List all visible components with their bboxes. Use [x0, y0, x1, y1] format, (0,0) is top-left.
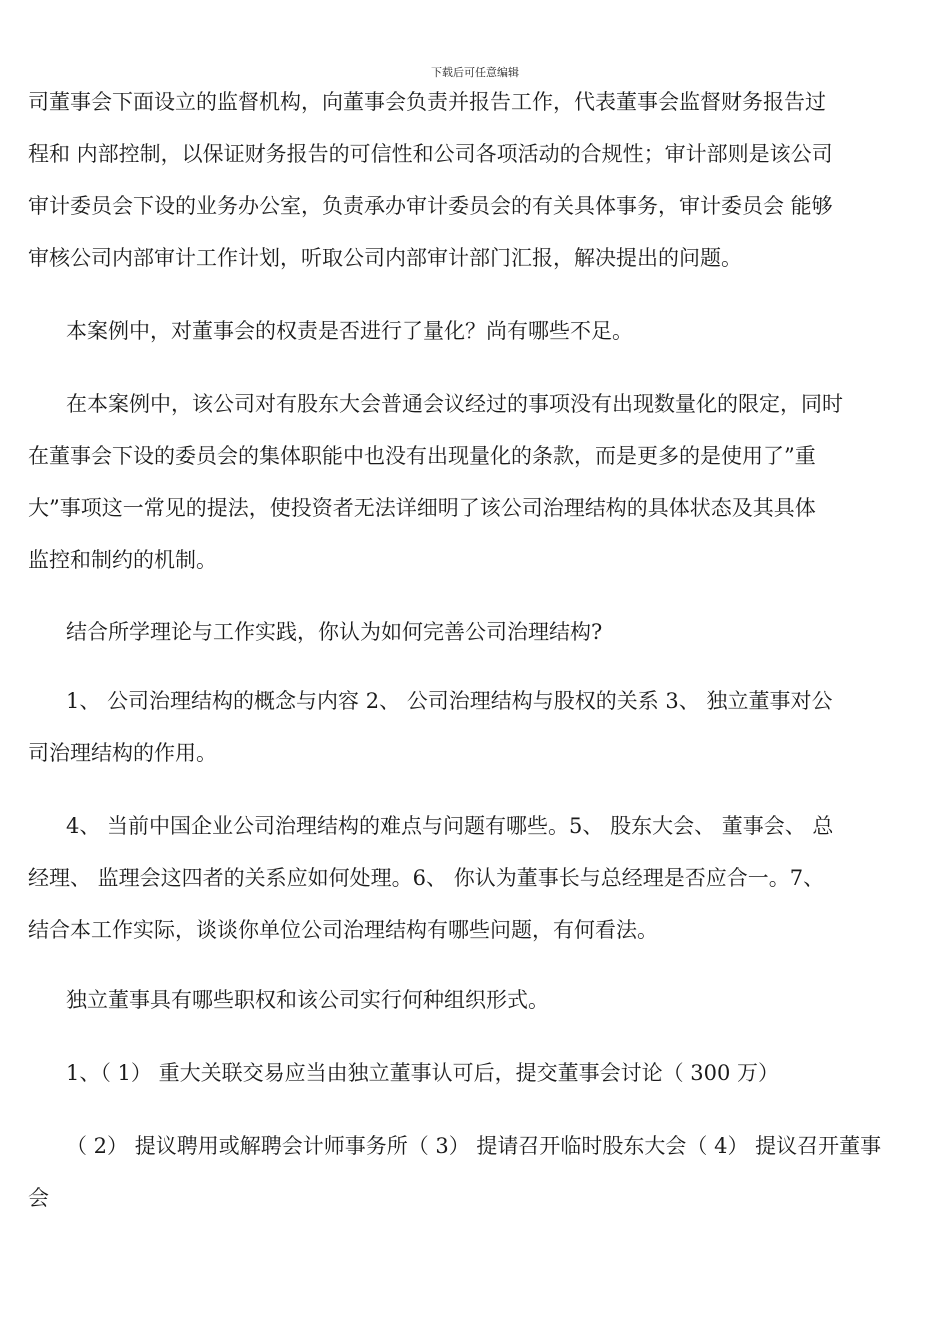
- text-line: 司治理结构的作用。: [28, 741, 217, 765]
- paragraph-question-improvement: [28, 606, 920, 658]
- paragraph-powers-items-2-4: [28, 1120, 920, 1224]
- text-line: （ 2） 提议聘用或解聘会计师事务所（ 3） 提请召开临时股东大会（ 4） 提议召开董事: [66, 1134, 882, 1158]
- text-line: 司董事会下面设立的监督机构，向董事会负责并报告工作，代表董事会监督财务报告过: [28, 90, 826, 114]
- paragraph-powers-item-1: [28, 1047, 920, 1099]
- text-line: 1、 公司治理结构的概念与内容 2、 公司治理结构与股权的关系 3、 独立董事对公: [66, 689, 833, 713]
- text-line: 结合本工作实际，谈谈你单位公司治理结构有哪些问题，有何看法。: [28, 918, 658, 942]
- text-line: 4、 当前中国企业公司治理结构的难点与问题有哪些。5、 股东大会、 董事会、 总: [66, 814, 834, 838]
- text-line: 审核公司内部审计工作计划，听取公司内部审计部门汇报，解决提出的问题。: [28, 246, 742, 270]
- text-line: 大”事项这一常见的提法，使投资者无法详细明了该公司治理结构的具体状态及其具体: [28, 496, 816, 520]
- paragraph-answer-quantification: [28, 378, 920, 586]
- paragraph-question-quantification: [28, 305, 920, 357]
- paragraph-topic-list-1: [28, 675, 920, 779]
- text-line: 经理、 监理会这四者的关系应如何处理。6、 你认为董事长与总经理是否应合一。7、: [28, 866, 825, 890]
- text-line: 监控和制约的机制。: [28, 548, 217, 572]
- text-line: 审计委员会下设的业务办公室，负责承办审计委员会的有关具体事务，审计委员会 能够: [28, 194, 833, 218]
- text-line: 本案例中，对董事会的权责是否进行了量化？尚有哪些不足。: [66, 319, 633, 343]
- text-line: 独立董事具有哪些职权和该公司实行何种组织形式。: [66, 988, 549, 1012]
- paragraph-question-independent-directors: [28, 974, 920, 1026]
- text-line: 会: [28, 1186, 49, 1210]
- text-line: 1、（ 1） 重大关联交易应当由独立董事认可后，提交董事会讨论（ 300 万）: [66, 1061, 780, 1085]
- text-line: 在董事会下设的委员会的集体职能中也没有出现量化的条款，而是更多的是使用了”重: [28, 444, 816, 468]
- paragraph-topic-list-2: [28, 800, 920, 956]
- page-header: 下载后可任意编辑: [431, 66, 519, 79]
- paragraph-audit-committee: [28, 76, 920, 284]
- text-line: 在本案例中，该公司对有股东大会普通会议经过的事项没有出现数量化的限定，同时: [66, 392, 843, 416]
- text-line: 结合所学理论与工作实践，你认为如何完善公司治理结构?: [66, 620, 603, 644]
- text-line: 程和 内部控制，以保证财务报告的可信性和公司各项活动的合规性；审计部则是该公司: [28, 142, 833, 166]
